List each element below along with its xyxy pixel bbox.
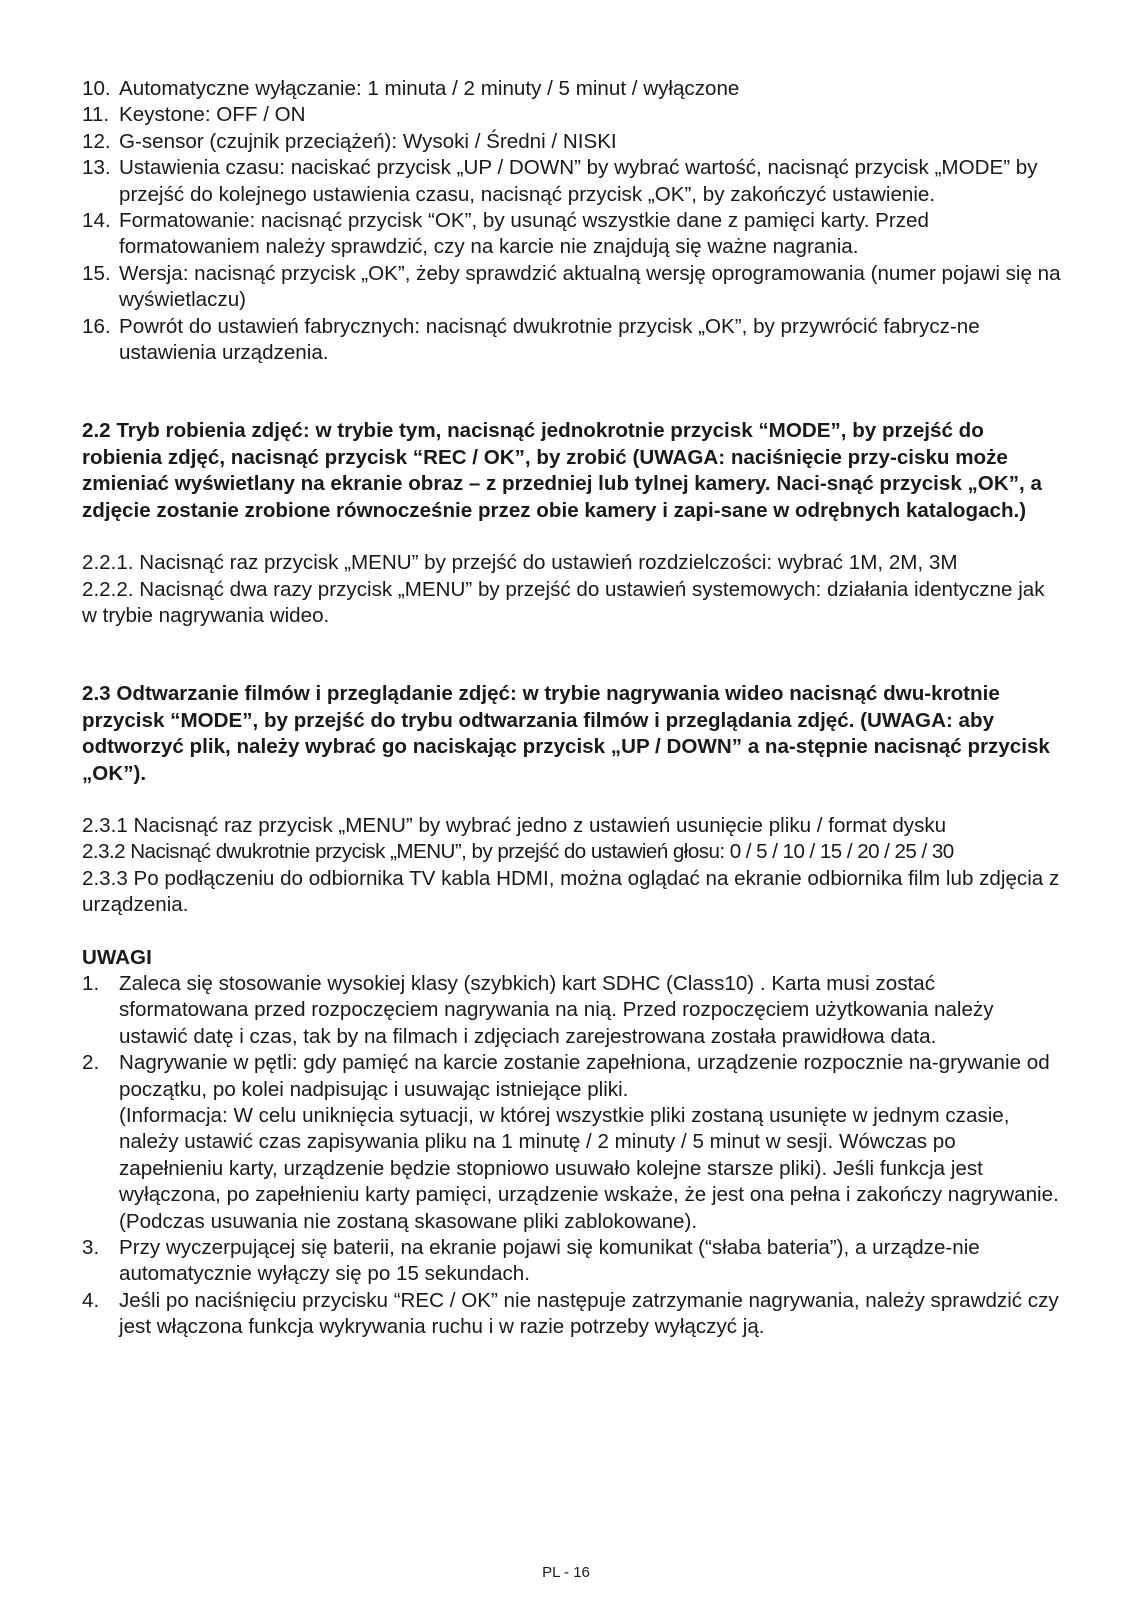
list-item-number: 13. <box>82 156 111 180</box>
list-item-number: 15. <box>82 261 111 285</box>
section-2-2-item-1: 2.2.1. Nacisnąć raz przycisk „MENU” by przejść do ustawień rozdzielczości: wybrać 1M, 2M, 3M <box>82 551 958 575</box>
spacer <box>82 919 1062 945</box>
list-item-number: 4. <box>82 1288 100 1312</box>
list-item-text: Jeśli po naciśnięciu przycisku “REC / OK” nie następuje zatrzymanie nagrywania, należy sprawdzić czy jest włączona funkcja wykrywania ruchu i w razie potrzeby wyłączyć ją. <box>119 1288 1059 1339</box>
spacer <box>82 524 1062 550</box>
section-2-3-item-3: 2.3.3 Po podłączeniu do odbiornika TV kabla HDMI, można oglądać na ekranie odbiornika film lub zdjęcia z urządzenia. <box>82 866 1060 917</box>
list-item-number: 11. <box>82 103 110 127</box>
list-item <box>82 1288 1062 1341</box>
list-item-text: Wersja: nacisnąć przycisk „OK”, żeby sprawdzić aktualną wersję oprogramowania (numer pojawi się na wyświetlaczu) <box>119 261 1061 312</box>
list-item <box>82 155 1062 208</box>
spacer <box>82 366 1062 418</box>
list-item-number: 1. <box>82 971 100 995</box>
list-item-text: Nagrywanie w pętli: gdy pamięć na karcie zostanie zapełniona, urządzenie rozpocznie na-grywanie od początku, po kolei nadpisując i usuwając istniejące pliki. <box>119 1051 1050 1101</box>
list-item <box>82 1235 1062 1288</box>
list-item-note: (Informacja: W celu uniknięcia sytuacji, w której wszystkie pliki zostaną usunięte w jednym czasie, należy ustawić czas zapisywania pliku na 1 minutę / 2 minuty / 5 minut w sesji. Wówczas po zapełnieniu karty, urządzenie będzie stopniowo usuwało kolejne starsze pliki). Jeśli funkcja jest wyłączona, po zapełnieniu karty pamięci, urządzenie wskaże, że jest ona pełna i zakończy nagrywanie. (Podczas usuwania nie zostaną skasowane pliki zablokowane). <box>119 1104 1059 1233</box>
list-item-text: Automatyczne wyłączanie: 1 minuta / 2 minuty / 5 minut / wyłączone <box>119 77 740 100</box>
section-2-2-item-2: 2.2.2. Nacisnąć dwa razy przycisk „MENU” by przejść do ustawień systemowych: działania identyczne jak w trybie nagrywania wideo. <box>82 577 1045 627</box>
list-item-text: Powrót do ustawień fabrycznych: nacisnąć dwukrotnie przycisk „OK”, by przywrócić fabrycz-ne ustawienia urządzenia. <box>119 314 980 365</box>
list-item-number: 16. <box>82 314 111 338</box>
list-item <box>82 314 1062 367</box>
list-item-number: 12. <box>82 129 111 153</box>
document-page <box>82 76 1062 1341</box>
list-item-text: Ustawienia czasu: naciskać przycisk „UP / DOWN” by wybrać wartość, nacisnąć przycisk „MODE” by przejść do kolejnego ustawienia czasu, nacisnąć przycisk „OK”, by zakończyć ustawienie. <box>119 156 1038 206</box>
spacer <box>82 629 1062 681</box>
section-2-3-item-2: 2.3.2 Nacisnąć dwukrotnie przycisk „MENU”, by przejść do ustawień głosu: 0 / 5 / 10 / 15 / 20 / 25 / 30 <box>82 840 954 864</box>
list-item <box>82 129 1062 155</box>
notes-list <box>82 971 1062 1341</box>
list-item-text: Zaleca się stosowanie wysokiej klasy (szybkich) kart SDHC (Class10) . Karta musi zostać sformatowana przed rozpoczęciem nagrywania na nią. Przed rozpoczęciem użytkowania należy ustawić datę i czas, tak by na filmach i zdjęciach zarejestrowana została prawidłowa data. <box>119 971 994 1048</box>
list-item-text: Keystone: OFF / ON <box>119 103 306 127</box>
list-item-text: G-sensor (czujnik przeciążeń): Wysoki / Średni / NISKI <box>119 129 617 153</box>
settings-list <box>82 76 1062 366</box>
list-item-number: 10. <box>82 77 111 100</box>
list-item <box>82 208 1062 261</box>
list-item <box>82 261 1062 314</box>
spacer <box>82 787 1062 813</box>
list-item-text: Przy wyczerpującej się baterii, na ekranie pojawi się komunikat (“słaba bateria”), a urządze-nie automatycznie wyłączy się po 15 sekundach. <box>119 1236 980 1286</box>
section-2-3-item-1: 2.3.1 Nacisnąć raz przycisk „MENU” by wybrać jedno z ustawień usunięcie pliku / format dysku <box>82 813 947 837</box>
list-item <box>82 1050 1062 1235</box>
list-item-number: 3. <box>82 1236 100 1260</box>
section-2-3-heading: 2.3 Odtwarzanie filmów i przeglądanie zdjęć: w trybie nagrywania wideo nacisnąć dwu-krotnie przycisk “MODE”, by przejść do trybu odtwarzania filmów i przeglądania zdjęć. (UWAGA: aby odtworzyć plik, należy wybrać go naciskając przycisk „UP / DOWN” a na-stępnie nacisnąć przycisk „OK”). <box>82 682 1050 785</box>
list-item <box>82 102 1062 128</box>
list-item-text: Formatowanie: nacisnąć przycisk “OK”, by usunąć wszystkie dane z pamięci karty. Przed formatowaniem należy sprawdzić, czy na karcie nie znajdują się ważne nagrania. <box>119 209 929 259</box>
list-item <box>82 76 1062 102</box>
list-item-number: 14. <box>82 209 111 233</box>
list-item-number: 2. <box>82 1051 100 1075</box>
notes-heading: UWAGI <box>82 945 152 969</box>
section-2-2-heading: 2.2 Tryb robienia zdjęć: w trybie tym, nacisnąć jednokrotnie przycisk “MODE”, by przejść do robienia zdjęć, nacisnąć przycisk “REC / OK”, by zrobić (UWAGA: naciśnięcie przy-cisku może zmieniać wyświetlany na ekranie obraz – z przedniej lub tylnej kamery. Naci-snąć przycisk „OK”, a zdjęcie zostanie zrobione równocześnie przez obie kamery i zapi-sane w odrębnych katalogach.) <box>82 419 1042 522</box>
list-item <box>82 971 1062 1050</box>
page-number: PL - 16 <box>542 1564 590 1581</box>
